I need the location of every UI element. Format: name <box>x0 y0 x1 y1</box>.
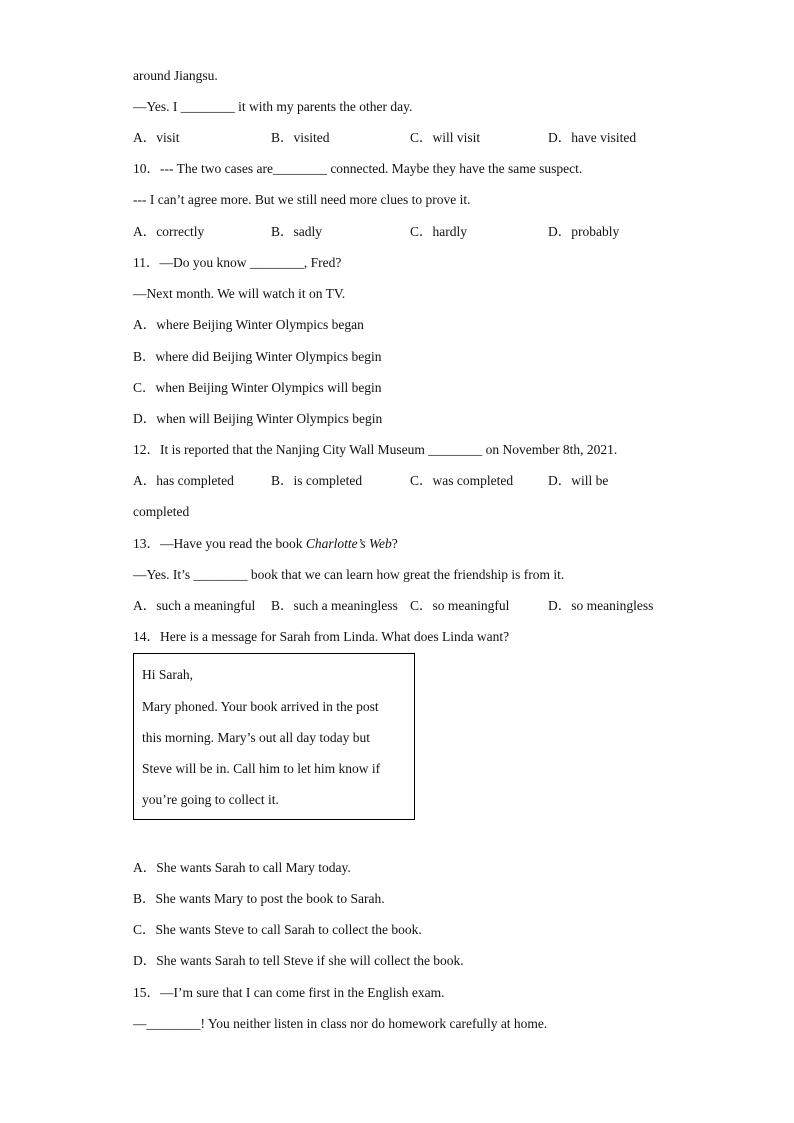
q9-option-d: D．have visited <box>548 130 637 145</box>
q11-option-b: B．where did Beijing Winter Olympics begin <box>133 349 382 364</box>
q9-option-b: B．visited <box>271 130 330 145</box>
q12-stem: 12．It is reported that the Nanjing City Wall Museum ________ on November 8th, 2021. <box>133 442 618 457</box>
line-around-jiangsu: around Jiangsu. <box>133 68 218 83</box>
q11-stem: 11．—Do you know ________, Fred? <box>133 255 342 270</box>
q15-reply: —________! You neither listen in class nor do homework carefully at home. <box>133 1016 548 1031</box>
q9-option-a: A．visit <box>133 130 180 145</box>
message-line: this morning. Mary’s out all day today but <box>142 730 370 745</box>
q9-option-c: C．will visit <box>410 130 481 145</box>
q10-reply: --- I can’t agree more. But we still need more clues to prove it. <box>133 192 471 207</box>
q10-stem: 10．--- The two cases are________ connected. Maybe they have the same suspect. <box>133 161 583 176</box>
message-line: Mary phoned. Your book arrived in the post <box>142 699 379 714</box>
q13-option-c: C．so meaningful <box>410 598 510 613</box>
q11-option-a: A．where Beijing Winter Olympics began <box>133 317 364 332</box>
line-yes-visited: —Yes. I ________ it with my parents the other day. <box>133 99 413 114</box>
q12-option-c: C．was completed <box>410 473 514 488</box>
message-line: you’re going to collect it. <box>142 792 279 807</box>
q10-option-a: A．correctly <box>133 224 205 239</box>
q13-stem-suffix: ? <box>391 536 398 551</box>
q11-option-d: D．when will Beijing Winter Olympics begin <box>133 411 383 426</box>
q12-option-a: A．has completed <box>133 473 234 488</box>
q10-option-b: B．sadly <box>271 224 323 239</box>
q13-option-b: B．such a meaningless <box>271 598 398 613</box>
message-box <box>133 653 415 820</box>
message-line: Steve will be in. Call him to let him know if <box>142 761 381 776</box>
q12-option-b: B．is completed <box>271 473 363 488</box>
q14-option-d: D．She wants Sarah to tell Steve if she will collect the book. <box>133 953 464 968</box>
message-line: Hi Sarah, <box>142 667 193 682</box>
q14-option-c: C．She wants Steve to call Sarah to collect the book. <box>133 922 422 937</box>
q13-option-a: A．such a meaningful <box>133 598 256 613</box>
q12-option-d-continued: completed <box>133 504 190 519</box>
q13-stem <box>133 536 398 552</box>
q11-option-c: C．when Beijing Winter Olympics will begin <box>133 380 382 395</box>
q15-stem: 15．—I’m sure that I can come first in the English exam. <box>133 985 445 1000</box>
q10-option-c: C．hardly <box>410 224 467 239</box>
q12-option-d: D．will be <box>548 473 609 488</box>
q10-option-d: D．probably <box>548 224 620 239</box>
q13-option-d: D．so meaningless <box>548 598 654 613</box>
q14-stem: 14．Here is a message for Sarah from Linda. What does Linda want? <box>133 629 510 644</box>
q13-stem-prefix: 13．—Have you read the book <box>133 536 306 551</box>
q14-option-b: B．She wants Mary to post the book to Sarah. <box>133 891 385 906</box>
q14-option-a: A．She wants Sarah to call Mary today. <box>133 860 351 875</box>
q13-reply: —Yes. It’s ________ book that we can learn how great the friendship is from it. <box>133 567 565 582</box>
q13-book-title: Charlotte’s Web <box>305 536 392 551</box>
q11-reply: —Next month. We will watch it on TV. <box>133 286 346 301</box>
